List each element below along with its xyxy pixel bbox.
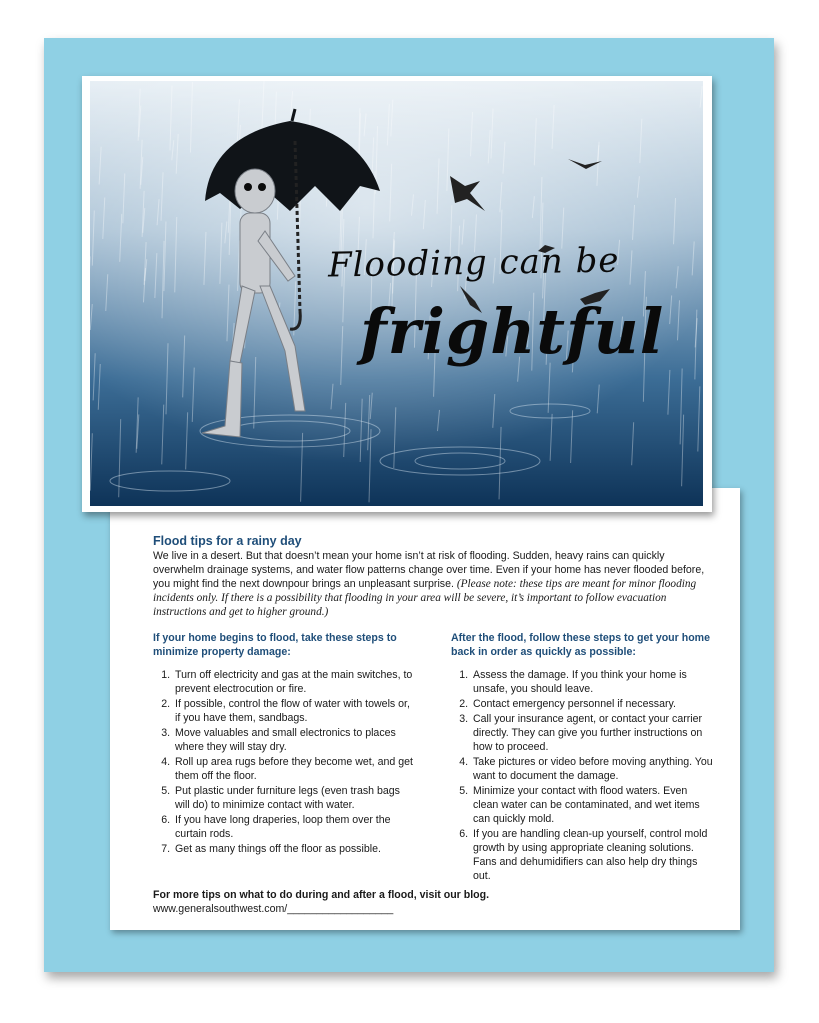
list-item: 4. Take pictures or video before moving anything. You want to document the damage.: [471, 755, 713, 783]
before-flood-column: [153, 631, 415, 884]
intro-text: We live in a desert. But that doesn’t mean your home isn’t at risk of flooding. Sudden, heavy rains can quickly overwhelm drainage systems, and water flow patterns change over time. Even if your home has never flooded before, you might find the next downpour brings an unpleasant surprise.: [153, 550, 705, 590]
after-flood-list: [451, 668, 713, 883]
list-item: 3. Move valuables and small electronics to places where they will stay dry.: [173, 726, 415, 754]
blog-url[interactable]: www.generalsouthwest.com/__________________: [153, 903, 394, 915]
list-item: 6. If you are handling clean-up yourself, control mold growth by using appropriate cleaning solutions. Fans and dehumidifiers can also help dry things out.: [471, 827, 713, 883]
footer: [153, 888, 489, 916]
intro-paragraph: [153, 549, 713, 619]
list-item: 4. Roll up area rugs before they become wet, and get them off the floor.: [173, 755, 415, 783]
list-item: 7. Get as many things off the floor as possible.: [173, 842, 415, 856]
list-item: 5. Put plastic under furniture legs (even trash bags will do) to minimize contact with water.: [173, 784, 415, 812]
list-item: 2. Contact emergency personnel if necessary.: [471, 697, 713, 711]
after-flood-column: [451, 631, 713, 884]
list-item: 6. If you have long draperies, loop them over the curtain rods.: [173, 813, 415, 841]
intro-note: (Please note: these tips are meant for minor flooding incidents only. If there is a possibility that flooding in your area will be severe, it’s important to follow evacuation instructions and get to higher ground.): [153, 578, 697, 618]
list-item: 1. Turn off electricity and gas at the main switches, to prevent electrocution or fire.: [173, 668, 415, 696]
before-flood-list: [153, 668, 415, 856]
section-title: Flood tips for a rainy day: [153, 534, 302, 548]
list-item: 2. If possible, control the flow of water with towels or, if you have them, sandbags.: [173, 697, 415, 725]
list-item: 3. Call your insurance agent, or contact your carrier directly. They can give you further instructions on how to proceed.: [471, 712, 713, 754]
after-flood-heading: After the flood, follow these steps to get your home back in order as quickly as possible:: [451, 632, 710, 658]
hero-card: [82, 76, 712, 512]
before-flood-heading: If your home begins to flood, take these steps to minimize property damage:: [153, 632, 397, 658]
blog-cta: For more tips on what to do during and after a flood, visit our blog.: [153, 889, 490, 901]
list-item: 5. Minimize your contact with flood waters. Even clean water can be contaminated, and wet items can quickly mold.: [471, 784, 713, 826]
rain-illustration: [90, 81, 703, 506]
rain-scene-image: [90, 81, 703, 506]
list-item: 1. Assess the damage. If you think your home is unsafe, you should leave.: [471, 668, 713, 696]
headline-line-2: frightful: [360, 295, 665, 368]
content-block: [153, 534, 713, 884]
tips-columns: [153, 631, 713, 884]
headline-line-1: Flooding can be: [327, 240, 620, 286]
